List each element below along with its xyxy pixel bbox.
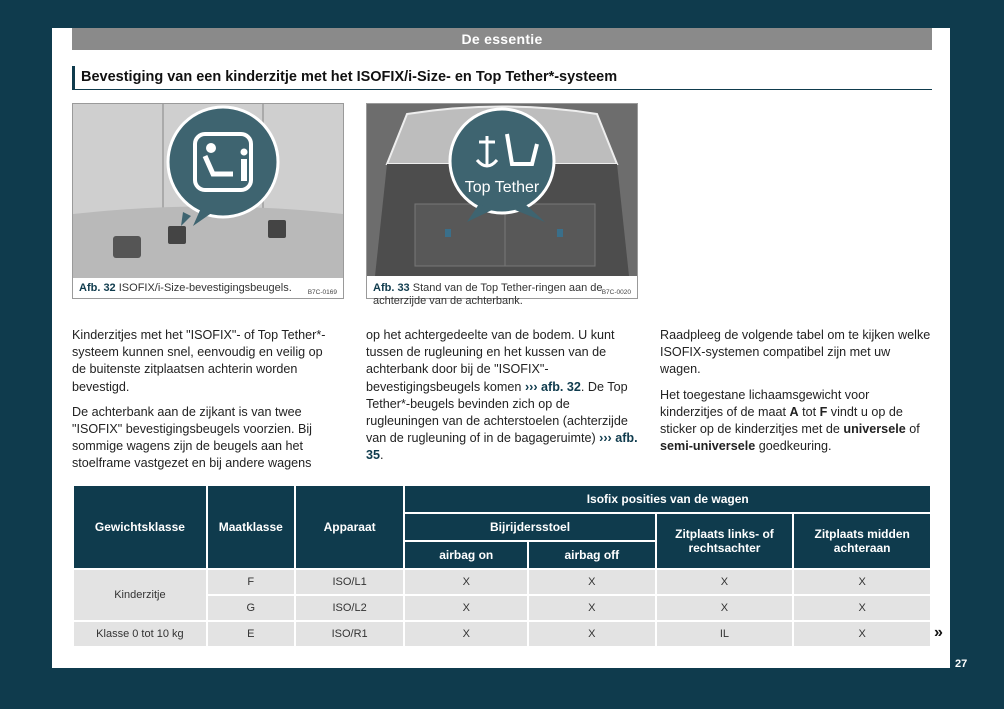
isofix-table xyxy=(72,484,932,648)
middle-seat-cell: X xyxy=(793,621,931,647)
text-span: . xyxy=(380,448,384,463)
text-span: Het toegestane lichaamsgewicht voor kinderzitjes of de maat xyxy=(660,387,870,419)
airbag-on-cell: X xyxy=(404,621,528,647)
header-isofix-positions: Isofix posities van de wagen xyxy=(404,485,931,513)
page-number: 27 xyxy=(955,658,968,670)
figure-number: Afb. 33 xyxy=(373,282,410,294)
continued-marker: » xyxy=(934,624,943,641)
airbag-off-cell: X xyxy=(528,621,656,647)
text-column-3 xyxy=(660,327,932,463)
text-column-1 xyxy=(72,327,330,481)
page-heading: Bevestiging van een kinderzitje met het ISOFIX/i-Size- en Top Tether*-systeem xyxy=(72,66,932,90)
device-cell: ISO/L1 xyxy=(295,569,405,595)
airbag-off-cell: X xyxy=(528,569,656,595)
text-span: . De Top Tether*-beugels bevinden zich op de rugleuningen van de achterstoelen (achterzijde van de rugleuning of in de bagageruimte) xyxy=(366,379,628,446)
middle-seat-cell: X xyxy=(793,595,931,621)
figure-33 xyxy=(366,103,638,307)
text-column-2 xyxy=(366,327,638,473)
isofix-photo xyxy=(73,104,343,278)
size-cell: G xyxy=(207,595,295,621)
paragraph: Raadpleeg de volgende tabel om te kijken welke ISOFIX-systemen compatibel zijn met uw wagen. xyxy=(660,328,931,377)
weight-class-cell: Klasse 0 tot 10 kg xyxy=(73,621,207,647)
header-device: Apparaat xyxy=(295,485,405,569)
figure-caption xyxy=(367,280,637,310)
header-airbag-on: airbag on xyxy=(404,541,528,569)
weight-class-cell: Kinderzitje xyxy=(73,569,207,621)
text-bold: universele xyxy=(843,422,906,437)
header-size-class: Maatklasse xyxy=(207,485,295,569)
header-weight-class: Gewichtsklasse xyxy=(73,485,207,569)
text-span: op het achtergedeelte van de bodem. U kunt tussen de rugleuning en het kussen van de achterbank door bij de "ISOFIX"-bevestigingsbeugels komen xyxy=(366,328,615,394)
airbag-on-cell: X xyxy=(404,569,528,595)
paragraph xyxy=(660,387,932,456)
text-span: goedkeuring. xyxy=(755,439,832,454)
figure-code: B7C-0169 xyxy=(307,289,337,296)
paragraph: De achterbank aan de zijkant is van twee "ISOFIX" bevestigingsbeugels voorzien. Bij sommige wagens zijn de beugels aan het stoelframe vastgezet en bij andere wagens xyxy=(72,404,312,471)
device-cell: ISO/R1 xyxy=(295,621,405,647)
outer-seat-cell: IL xyxy=(656,621,794,647)
text-span: tot xyxy=(798,404,820,419)
figure-link-35[interactable]: ››› afb. 35 xyxy=(366,431,638,463)
device-cell: ISO/L2 xyxy=(295,595,405,621)
header-outer-rear-seat: Zitplaats links- of rechtsachter xyxy=(656,513,794,569)
text-bold: semi-universele xyxy=(660,439,756,454)
figure-caption-text: ISOFIX/i-Size-bevestigingsbeugels. xyxy=(118,282,292,294)
outer-seat-cell: X xyxy=(656,595,794,621)
figure-caption xyxy=(73,280,343,297)
outer-seat-cell: X xyxy=(656,569,794,595)
airbag-on-cell: X xyxy=(404,595,528,621)
size-cell: F xyxy=(207,569,295,595)
section-tab: De essentie xyxy=(72,28,932,50)
table-row xyxy=(73,621,931,647)
header-passenger-seat: Bijrijdersstoel xyxy=(404,513,655,541)
figure-link-32[interactable]: ››› afb. 32 xyxy=(524,379,581,394)
text-span: vindt u op de sticker op de kinderzitjes met de xyxy=(660,404,903,437)
figure-code: B7C-0020 xyxy=(601,289,631,296)
middle-seat-cell: X xyxy=(793,569,931,595)
text-bold: F xyxy=(819,404,828,419)
header-airbag-off: airbag off xyxy=(528,541,656,569)
paragraph xyxy=(366,327,638,465)
table-row xyxy=(73,569,931,595)
figure-caption-text: Stand van de Top Tether-ringen aan de achterzijde van de achterbank. xyxy=(373,282,603,307)
airbag-off-cell: X xyxy=(528,595,656,621)
header-middle-rear-seat: Zitplaats midden achteraan xyxy=(793,513,931,569)
text-span: of xyxy=(905,422,920,437)
figure-number: Afb. 32 xyxy=(79,282,116,294)
size-cell: E xyxy=(207,621,295,647)
figure-32 xyxy=(72,103,344,299)
top-tether-badge-label: Top Tether xyxy=(464,179,540,196)
top-tether-photo xyxy=(367,104,637,276)
text-bold: A xyxy=(789,404,799,419)
paragraph: Kinderzitjes met het "ISOFIX"- of Top Tether*-systeem kunnen snel, eenvoudig en veilig op de buitenste zitplaatsen achterin worden bevestigd. xyxy=(72,328,326,394)
